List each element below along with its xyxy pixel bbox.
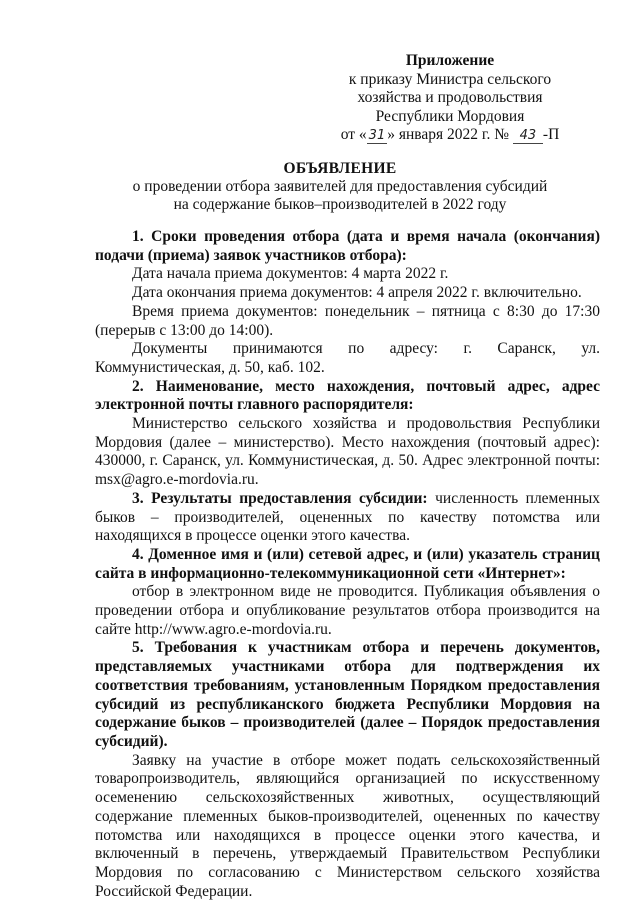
section-4-text: отбор в электронном виде не проводится. Публикация объявления о проведении отбора и опубликование результатов отбора производится на сайте http://www.agro.e-mordovia.ru.	[95, 583, 600, 638]
appendix-block	[300, 52, 600, 145]
section-5-text: Заявку на участие в отборе может подать сельскохозяйственный товаропроизводитель, являющийся организацией по искусственному осеменению сельскохозяйственных животных, осуществляющий содержание племенных быков-производителей, оцененных по качеству потомства или находящихся в процессе оценки этого качества, и включенный в перечень, утверждаемый Правительством Республики Мордовия по согласованию с Министерством сельского хозяйства Российской Федерации.	[95, 751, 600, 900]
section-3-heading: 3. Результаты предоставления субсидии:	[132, 489, 428, 507]
appendix-line: Республики Мордовия	[375, 107, 525, 125]
handwritten-order-number: 43	[513, 129, 543, 144]
section-4-heading: 4. Доменное имя и (или) сетевой адрес, и (или) указатель страниц сайта в информационно-телекоммуникационной сети «Интернет»:	[95, 545, 600, 582]
date-middle: » января 2022 г. №	[387, 126, 510, 144]
announcement-subtitle: о проведении отбора заявителей для предоставления субсидий	[132, 178, 548, 195]
section-2-text: Министерство сельского хозяйства и продовольствия Республики Мордовия (далее – министерство). Место нахождения (почтовый адрес): 430000, г. Саранск, ул. Коммунистическая, д. 50. Адрес электронной почты: msx@agro.e-mordovia.ru.	[95, 415, 600, 489]
section-3-paragraph	[95, 490, 600, 546]
section-1-start-date: Дата начала приема документов: 4 марта 2022 г.	[132, 265, 449, 283]
announcement-subtitle: на содержание быков–производителей в 2022 году	[173, 196, 507, 213]
order-suffix: -П	[542, 126, 560, 144]
section-5-heading: 5. Требования к участникам отбора и перечень документов, представляемых участниками отбора для подтверждения их соответствия требованиям, установленным Порядком предоставления субсидий из республиканского бюджета Республики Мордовия на содержание быков – производителей (далее – Порядок предоставления субсидий).	[95, 639, 600, 750]
announcement-header	[60, 160, 620, 214]
section-1-address: Документы принимаются по адресу: г. Саранск, ул. Коммунистическая, д. 50, каб. 102.	[95, 340, 600, 376]
appendix-line: к приказу Министра сельского	[348, 70, 552, 88]
section-3-text: численность племенных быков – производителей, оцененных по качеству потомства или находящихся в процессе оценки этого качества.	[95, 489, 600, 545]
order-date-line	[300, 126, 600, 145]
appendix-line: хозяйства и продовольствия	[357, 89, 543, 107]
document-body	[95, 228, 600, 901]
date-prefix: от «	[340, 126, 367, 144]
announcement-title: ОБЪЯВЛЕНИЕ	[283, 160, 397, 177]
section-1-reception-time: Время приема документов: понедельник – пятница с 8:30 до 17:30 (перерыв с 13:00 до 14:00).	[95, 302, 600, 339]
handwritten-day: 31	[368, 128, 386, 144]
section-1-heading: 1. Сроки проведения отбора (дата и время начала (окончания) подачи (приема) заявок участников отбора):	[95, 228, 600, 264]
section-1-end-date: Дата окончания приема документов: 4 апреля 2022 г. включительно.	[132, 284, 582, 302]
section-2-heading: 2. Наименование, место нахождения, почтовый адрес, адрес электронной почты главного распорядителя:	[95, 377, 600, 414]
appendix-heading: Приложение	[405, 52, 495, 69]
